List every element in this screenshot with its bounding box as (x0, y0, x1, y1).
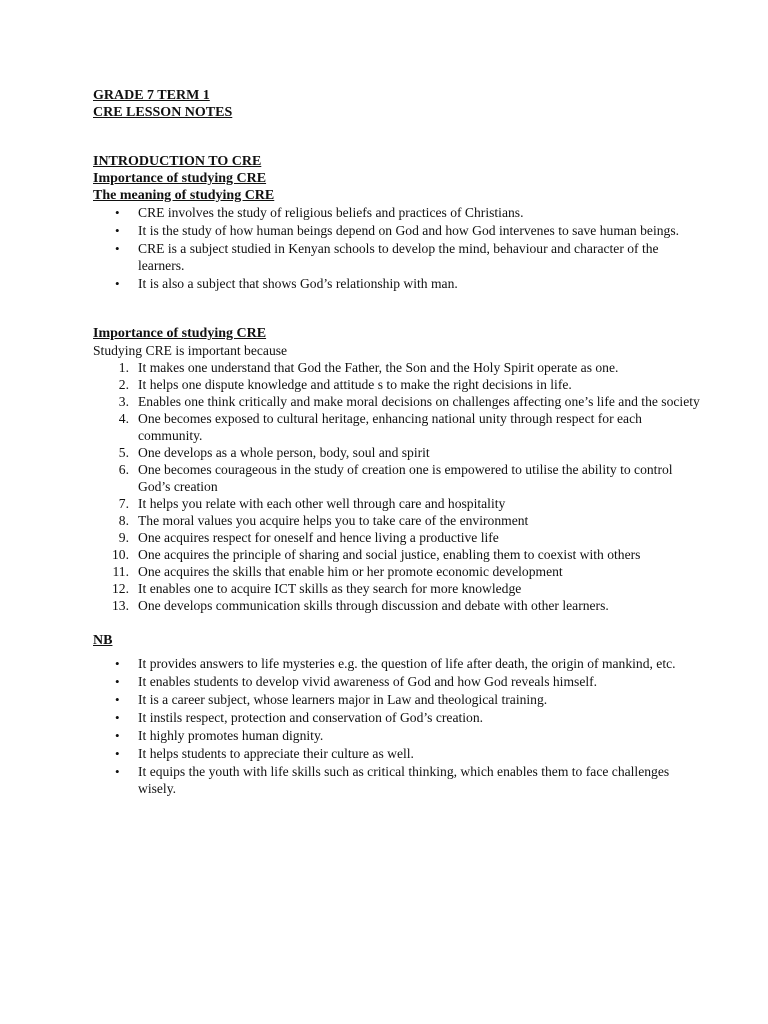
list-item: • It is the study of how human beings depend on God and how God intervenes to save human beings. (115, 223, 680, 238)
list-item: 12. It enables one to acquire ICT skills as they search for more knowledge (112, 581, 522, 596)
list-item: • CRE involves the study of religious beliefs and practices of Christians. (115, 205, 524, 220)
bullet-icon: • (115, 710, 120, 725)
bullet-icon: • (115, 746, 120, 761)
bullet-icon: • (115, 241, 120, 256)
list-item: 13. One develops communication skills through discussion and debate with other learners. (112, 598, 609, 613)
list-item: • It equips the youth with life skills such as critical thinking, which enables them to face challenges wisely. (115, 764, 670, 796)
bullet-icon: • (115, 692, 120, 707)
list-item: • It enables students to develop vivid awareness of God and how God reveals himself. (115, 674, 598, 689)
list-item: 4. One becomes exposed to cultural heritage, enhancing national unity through respect for each community. (118, 411, 642, 443)
list-item: • It provides answers to life mysteries e.g. the question of life after death, the origin of mankind, etc. (115, 656, 676, 671)
list-item: 2. It helps one dispute knowledge and attitude s to make the right decisions in life. (118, 377, 572, 392)
meaning-bullet-list (93, 204, 708, 292)
intro-subtitle: Importance of studying CRE (93, 171, 267, 186)
bullet-icon: • (115, 223, 120, 238)
intro-title: INTRODUCTION TO CRE (93, 154, 262, 169)
bullet-icon: • (115, 674, 120, 689)
nb-title: NB (93, 633, 113, 648)
list-item: • It is also a subject that shows God’s relationship with man. (115, 276, 458, 291)
list-item: • It instils respect, protection and conservation of God’s creation. (115, 710, 484, 725)
bullet-icon: • (115, 276, 120, 291)
list-item: 5. One develops as a whole person, body, soul and spirit (118, 445, 430, 460)
nb-bullet-list (93, 655, 708, 797)
list-item: • It highly promotes human dignity. (115, 728, 324, 743)
list-item: • It helps students to appreciate their culture as well. (115, 746, 414, 761)
bullet-icon: • (115, 205, 120, 220)
list-item: 7. It helps you relate with each other well through care and hospitality (118, 496, 506, 511)
bullet-icon: • (115, 656, 120, 671)
list-item: 8. The moral values you acquire helps you to take care of the environment (118, 513, 529, 528)
importance-lead: Studying CRE is important because (93, 343, 288, 358)
bullet-icon: • (115, 728, 120, 743)
grade-term-heading: GRADE 7 TERM 1 (93, 88, 210, 103)
list-item: 11. One acquires the skills that enable him or her promote economic development (112, 564, 563, 579)
lesson-notes-heading: CRE LESSON NOTES (93, 105, 233, 120)
meaning-title: The meaning of studying CRE (93, 188, 275, 203)
list-item: 3. Enables one think critically and make moral decisions on challenges affecting one’s life and the society (118, 394, 700, 409)
list-item: 9. One acquires respect for oneself and hence living a productive life (118, 530, 499, 545)
list-item: 1. It makes one understand that God the Father, the Son and the Holy Spirit operate as one. (118, 360, 619, 375)
list-item: 6. One becomes courageous in the study of creation one is empowered to utilise the ability to control God’s creation (118, 462, 673, 494)
bullet-icon: • (115, 764, 120, 779)
importance-title: Importance of studying CRE (93, 326, 267, 341)
importance-numbered-list (93, 359, 708, 614)
list-item: • It is a career subject, whose learners major in Law and theological training. (115, 692, 548, 707)
list-item: 10. One acquires the principle of sharing and social justice, enabling them to coexist with others (112, 547, 641, 562)
list-item: • CRE is a subject studied in Kenyan schools to develop the mind, behaviour and character of the learners. (115, 241, 659, 273)
